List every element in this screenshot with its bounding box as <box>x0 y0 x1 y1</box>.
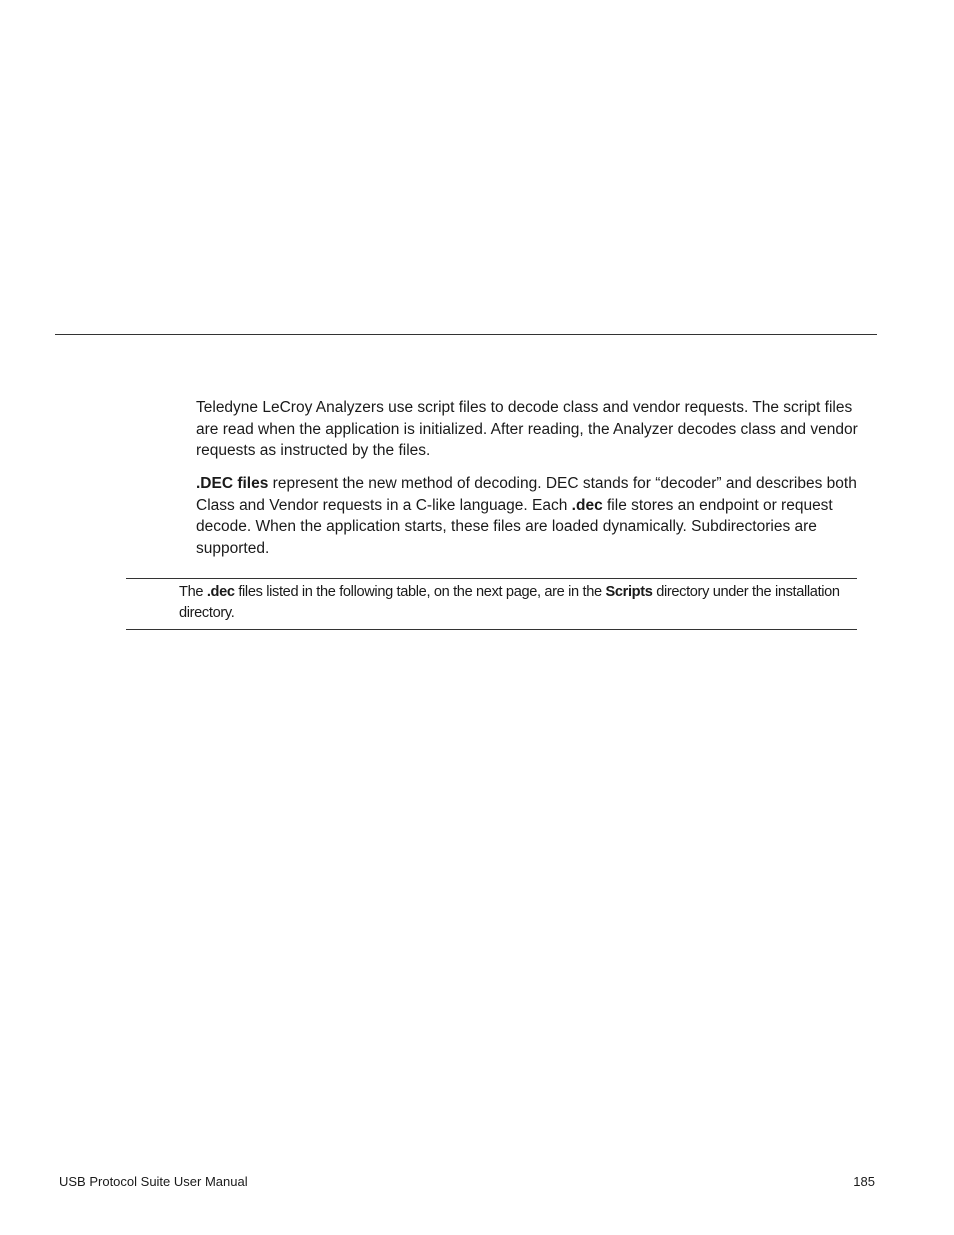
note-text-b: files listed in the following table, on the next page, are in the <box>234 584 606 600</box>
footer-page-number: 185 <box>853 1174 875 1189</box>
note-text <box>179 582 879 624</box>
dec-files-text-b: file stores an endpoint or request decode. When the application starts, these files are loaded dynamically. Subdirectories are supported. <box>196 496 833 557</box>
header-divider <box>55 334 877 335</box>
footer-manual-title: USB Protocol Suite User Manual <box>59 1174 248 1189</box>
note-scripts-term: Scripts <box>605 584 653 600</box>
note-text-a: The <box>179 584 207 600</box>
note-text-c: directory under the installation directory. <box>179 584 840 621</box>
note-dec-term: .dec <box>206 584 235 600</box>
dec-files-paragraph <box>196 473 876 559</box>
intro-paragraph: Teledyne LeCroy Analyzers use script files to decode class and vendor requests. The script files are read when the application is initialized. After reading, the Analyzer decodes class and vendor requests as instructed by the files. <box>196 399 858 460</box>
dec-extension-term: .dec <box>571 496 603 514</box>
dec-files-text-a: represent the new method of decoding. DEC stands for “decoder” and describes both Class and Vendor requests in a C-like language. Each <box>196 475 857 514</box>
dec-files-term: .DEC files <box>196 475 269 492</box>
